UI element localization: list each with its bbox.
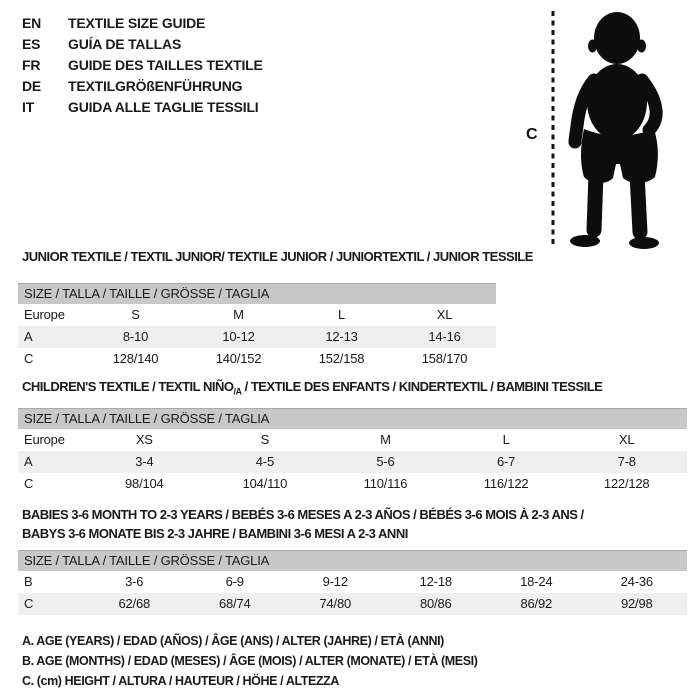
baby-silhouette-icon <box>570 12 659 249</box>
legend-line-a: A. AGE (YEARS) / EDAD (AÑOS) / ÂGE (ANS) / ALTER (JAHRE) / ETÀ (ANNI) <box>22 634 444 648</box>
section-title-line: CHILDREN'S TEXTILE / TEXTIL $NIÑO_{/A}$ / TEXTILE DES ENFANTS / KINDERTEXTIL / BAMBINI TESSILE <box>22 379 603 397</box>
row-value: 104/110 <box>242 475 288 491</box>
language-list <box>22 13 263 118</box>
row-value: XL <box>436 307 453 322</box>
size-table-header: SIZE / TALLA / TAILLE / GRÖSSE / TAGLIA <box>18 551 687 571</box>
language-code: DE <box>22 78 42 94</box>
section-title-line: JUNIOR TEXTILE / TEXTIL JUNIOR/ TEXTILE JUNIOR / JUNIORTEXTIL / JUNIOR TESSILE <box>22 249 533 264</box>
row-value: S <box>260 431 270 447</box>
row-value: 3-6 <box>125 573 144 589</box>
size-table-header: SIZE / TALLA / TAILLE / GRÖSSE / TAGLIA <box>18 409 687 429</box>
size-figure <box>520 8 698 252</box>
row-value: 10-12 <box>222 329 255 344</box>
row-value: 62/68 <box>118 595 151 611</box>
row-label: A <box>24 329 33 344</box>
row-label: C <box>24 595 34 611</box>
table-row <box>18 326 496 348</box>
row-label: C <box>24 475 34 491</box>
size-table-header: SIZE / TALLA / TAILLE / GRÖSSE / TAGLIA <box>18 284 496 304</box>
table-row <box>18 348 496 370</box>
size-table <box>18 283 496 370</box>
row-value: 7-8 <box>617 453 636 469</box>
row-label: A <box>24 453 33 469</box>
row-value: 5-6 <box>376 453 395 469</box>
size-figure-graphic <box>520 8 698 252</box>
table-row <box>18 473 687 495</box>
row-value: 158/170 <box>421 351 468 366</box>
row-value: 122/128 <box>603 475 650 491</box>
row-value: 14-16 <box>428 329 461 344</box>
language-item <box>22 13 263 34</box>
row-value: 24-36 <box>620 573 653 589</box>
table-row <box>18 429 687 451</box>
row-value: 92/98 <box>620 595 653 611</box>
row-value: L <box>337 307 346 322</box>
height-label-c: C <box>526 126 538 143</box>
row-value: XS <box>135 431 153 447</box>
row-value: 9-12 <box>322 573 348 589</box>
size-tables <box>18 247 687 615</box>
section-title <box>22 505 687 543</box>
language-item <box>22 34 263 55</box>
section-junior-textile <box>18 247 687 370</box>
language-label: GUIDA ALLE TAGLIE TESSILI <box>68 99 259 115</box>
table-row <box>18 571 687 593</box>
row-label: Europe <box>24 431 65 447</box>
row-value: 12-13 <box>325 329 358 344</box>
row-value: M <box>233 307 244 322</box>
row-value: 18-24 <box>520 573 553 589</box>
language-code: EN <box>22 15 42 31</box>
section-children-textile <box>18 377 687 495</box>
row-value: 8-10 <box>122 329 149 344</box>
table-row <box>18 304 496 326</box>
language-item <box>22 55 263 76</box>
legend-line-b: B. AGE (MONTHS) / EDAD (MESES) / ÂGE (MOIS) / ALTER (MONATE) / ETÀ (MESI) <box>22 654 478 668</box>
row-value: 6-7 <box>496 453 516 469</box>
table-row <box>18 593 687 615</box>
section-title-line: BABIES 3-6 MONTH TO 2-3 YEARS / BEBÉS 3-6 MESES A 2-3 AÑOS / BÉBÉS 3-6 MOIS À 2-3 ANS / <box>22 506 584 522</box>
row-value: 128/140 <box>112 351 159 366</box>
row-value: 116/122 <box>483 475 529 491</box>
row-value: XL <box>618 431 635 447</box>
language-item <box>22 76 263 97</box>
size-table <box>18 408 687 495</box>
row-value: 68/74 <box>218 595 251 611</box>
row-value: L <box>502 431 510 447</box>
row-value: 6-9 <box>225 573 244 589</box>
row-value: 3-4 <box>135 453 154 469</box>
row-label: Europe <box>24 307 65 322</box>
section-title <box>22 247 687 266</box>
language-code: ES <box>22 36 41 52</box>
table-row <box>18 451 687 473</box>
section-title-line: BABYS 3-6 MONATE BIS 2-3 JAHRE / BAMBINI 3-6 MESI A 2-3 ANNI <box>22 525 408 541</box>
section-babies-textile <box>18 505 687 615</box>
language-code: IT <box>22 99 35 115</box>
row-value: 110/116 <box>363 475 408 491</box>
row-value: 74/80 <box>319 595 352 611</box>
row-label: C <box>24 351 34 366</box>
language-label: TEXTILGRÖßENFÜHRUNG <box>68 78 243 94</box>
row-value: 4-5 <box>255 453 274 469</box>
language-item <box>22 97 263 118</box>
size-table <box>18 550 687 615</box>
row-value: 86/92 <box>520 595 553 611</box>
measurement-legend <box>22 631 478 691</box>
row-value: 98/104 <box>125 475 164 491</box>
section-title <box>22 377 687 402</box>
row-value: 140/152 <box>215 351 262 366</box>
row-value: 152/158 <box>318 351 365 366</box>
language-label: TEXTILE SIZE GUIDE <box>68 15 206 31</box>
language-code: FR <box>22 57 41 73</box>
language-label: GUIDE DES TAILLES TEXTILE <box>68 57 263 73</box>
row-value: 12-18 <box>419 573 452 589</box>
row-label: B <box>24 573 33 589</box>
legend-line-c: C. (cm) HEIGHT / ALTURA / HAUTEUR / HÖHE / ALTEZZA <box>22 674 340 688</box>
row-value: M <box>380 431 391 447</box>
row-value: 80/86 <box>419 595 452 611</box>
language-label: GUÍA DE TALLAS <box>68 36 182 52</box>
row-value: S <box>131 307 140 322</box>
